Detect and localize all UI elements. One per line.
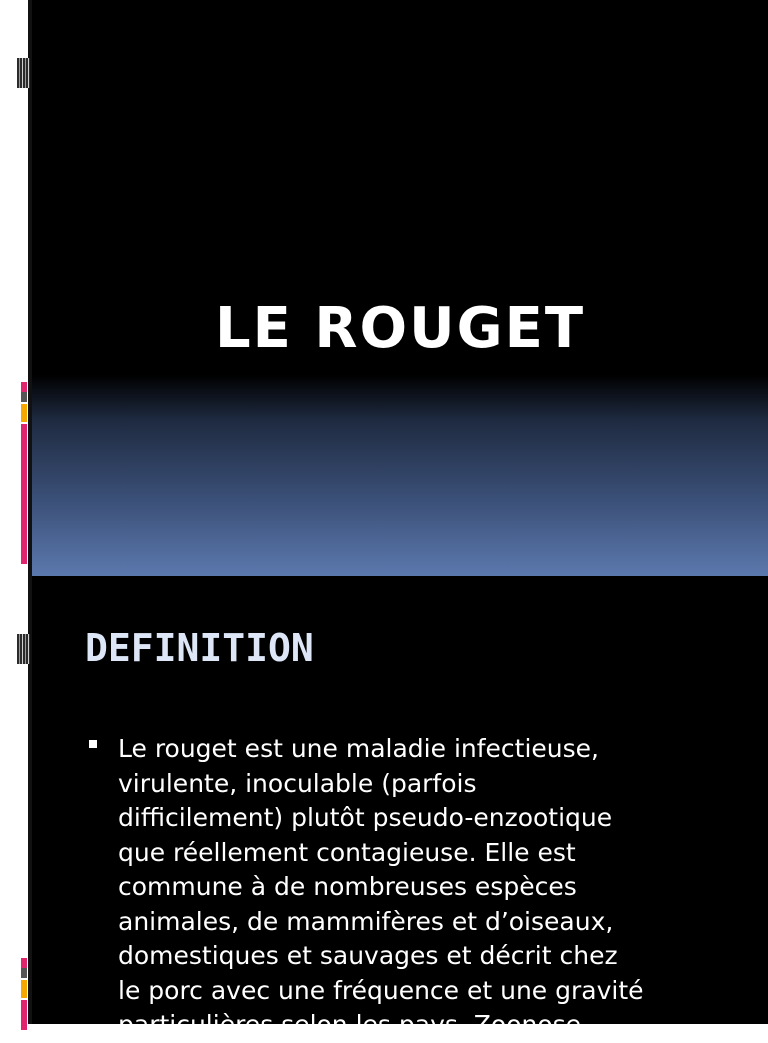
barcode-marker-icon [17,634,30,664]
bullet-text: Le rouget est une maladie infectieuse, virulente, inoculable (parfois difficilement) plutôt pseudo-enzootique que réellement contagieuse. Elle est commune à de nombreuses espèces animales, de mammifères et d’oiseaux, domestiques et sauvages et décrit chez le porc avec une fréquence et une gravité particulières selon les pays. Zoonose [118,734,644,1039]
slide-heading: DEFINITION [85,626,314,670]
accent-bar-orange [21,980,27,998]
slide-title: LE ROUGET [214,296,586,361]
accent-bar-gray [21,968,27,978]
accent-bar-gray [21,392,27,402]
accent-bar-pink [21,958,27,968]
barcode-marker-icon [17,58,30,88]
bullet-list [89,732,728,1043]
square-bullet-icon [89,740,97,748]
slide-2[interactable] [0,576,768,1039]
accent-bar-orange [21,404,27,422]
slide-1-canvas [32,0,768,576]
accent-bar-pink [21,382,27,392]
accent-bar-pink-long [21,1000,27,1030]
slide-2-canvas [32,576,768,1039]
accent-bar-pink-long [21,424,27,564]
